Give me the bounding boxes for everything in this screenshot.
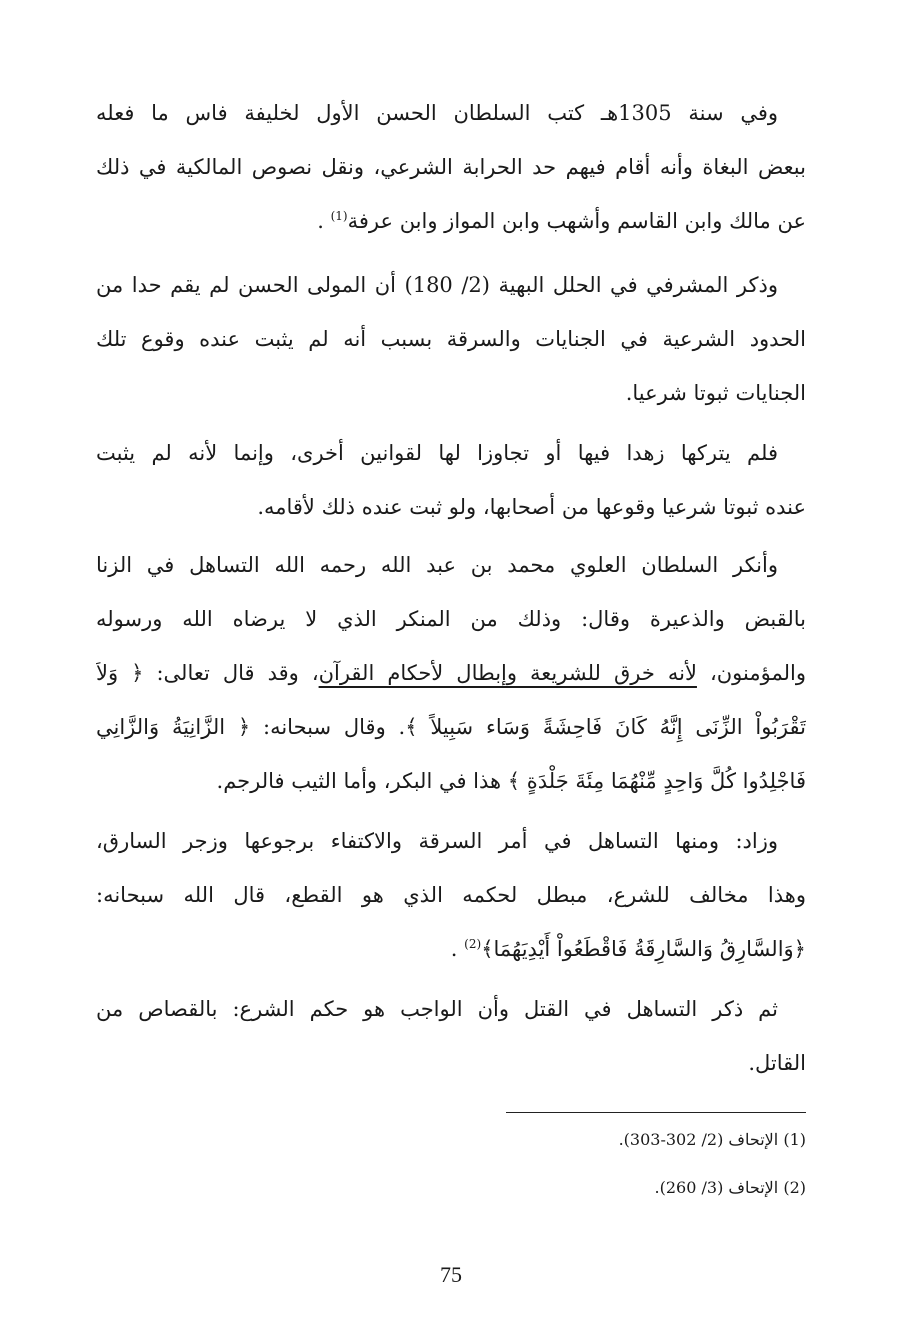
text-fragment: ، وقد قال تعالى: ﴿ وَلاَ: [96, 661, 319, 685]
text-line: [96, 646, 806, 700]
text-fragment: ﴿وَالسَّارِقُ وَالسَّارِقَةُ فَاقْطَعُواْ أَيْدِيَهُمَا﴾: [481, 937, 806, 961]
text-fragment: .: [317, 209, 324, 233]
paragraph-6: [96, 982, 806, 1090]
text-fragment: والمؤمنون،: [696, 661, 806, 685]
text-line: وأنكر السلطان العلوي محمد بن عبد الله رحمه الله التساهل في الزنا: [96, 553, 778, 577]
text-line: وهذا مخالف للشرع، مبطل لحكمه الذي هو القطع، قال الله سبحانه:: [96, 883, 806, 907]
paragraph-5: [96, 814, 806, 976]
paragraph-3: [96, 426, 806, 534]
text-line: عنده ثبوتا شرعيا وقوعها من أصحابها، ولو ثبت عنده ذلك لأقامه.: [257, 495, 806, 519]
paragraph-4: [96, 538, 806, 808]
text-line: الجنايات ثبوتا شرعيا.: [625, 381, 806, 405]
text-fragment: .: [450, 937, 458, 961]
paragraph-1: [96, 86, 806, 248]
text-line: القاتل.: [748, 1051, 806, 1075]
footnote-1: (1) الإتحاف (2/ 302-303).: [618, 1130, 806, 1149]
quran-verse-line: [96, 922, 806, 976]
text-line: وفي سنة 1305هـ كتب السلطان الحسن الأول لخليفة فاس ما فعله: [96, 101, 778, 125]
quran-verse-line: فَاجْلِدُوا كُلَّ وَاحِدٍ مِّنْهُمَا مِئَةَ جَلْدَةٍ ﴾ هذا في البكر، وأما الثيب فالرجم.: [216, 769, 806, 793]
footnote-ref[interactable]: (2): [464, 937, 482, 951]
paragraph-2: [96, 258, 806, 420]
text-line: الحدود الشرعية في الجنايات والسرقة بسبب أنه لم يثبت عنده وقوع تلك: [96, 327, 806, 351]
underlined-phrase: لأنه خرق للشريعة وإبطال لأحكام القرآن: [318, 661, 697, 685]
quran-verse-line: تَقْرَبُواْ الزِّنَى إِنَّهُ كَانَ فَاحِشَةً وَسَاء سَبِيلاً ﴾. وقال سبحانه: ﴿ الزَّانِيَةُ وَالزَّانِي: [96, 715, 806, 739]
text-line: فلم يتركها زهدا فيها أو تجاوزا لها لقوانين أخرى، وإنما لأنه لم يثبت: [96, 441, 778, 465]
footnote-divider: [506, 1112, 806, 1113]
footnote-2: (2) الإتحاف (3/ 260).: [654, 1178, 806, 1197]
text-line: ثم ذكر التساهل في القتل وأن الواجب هو حكم الشرع: بالقصاص من: [96, 997, 778, 1021]
text-line: ببعض البغاة وأنه أقام فيهم حد الحرابة الشرعي، ونقل نصوص المالكية في ذلك: [96, 155, 806, 179]
text-fragment: عن مالك وابن القاسم وأشهب وابن المواز وابن عرفة: [347, 209, 806, 233]
page-number: 75: [440, 1262, 462, 1287]
text-line: وزاد: ومنها التساهل في أمر السرقة والاكتفاء برجوعها وزجر السارق،: [96, 829, 778, 853]
footnote-ref[interactable]: (1): [330, 209, 348, 223]
text-line: بالقبض والذعيرة وقال: وذلك من المنكر الذي لا يرضاه الله ورسوله: [96, 607, 806, 631]
text-line: وذكر المشرفي في الحلل البهية (2/ 180) أن المولى الحسن لم يقم حدا من: [96, 273, 778, 297]
text-line: [96, 194, 806, 248]
